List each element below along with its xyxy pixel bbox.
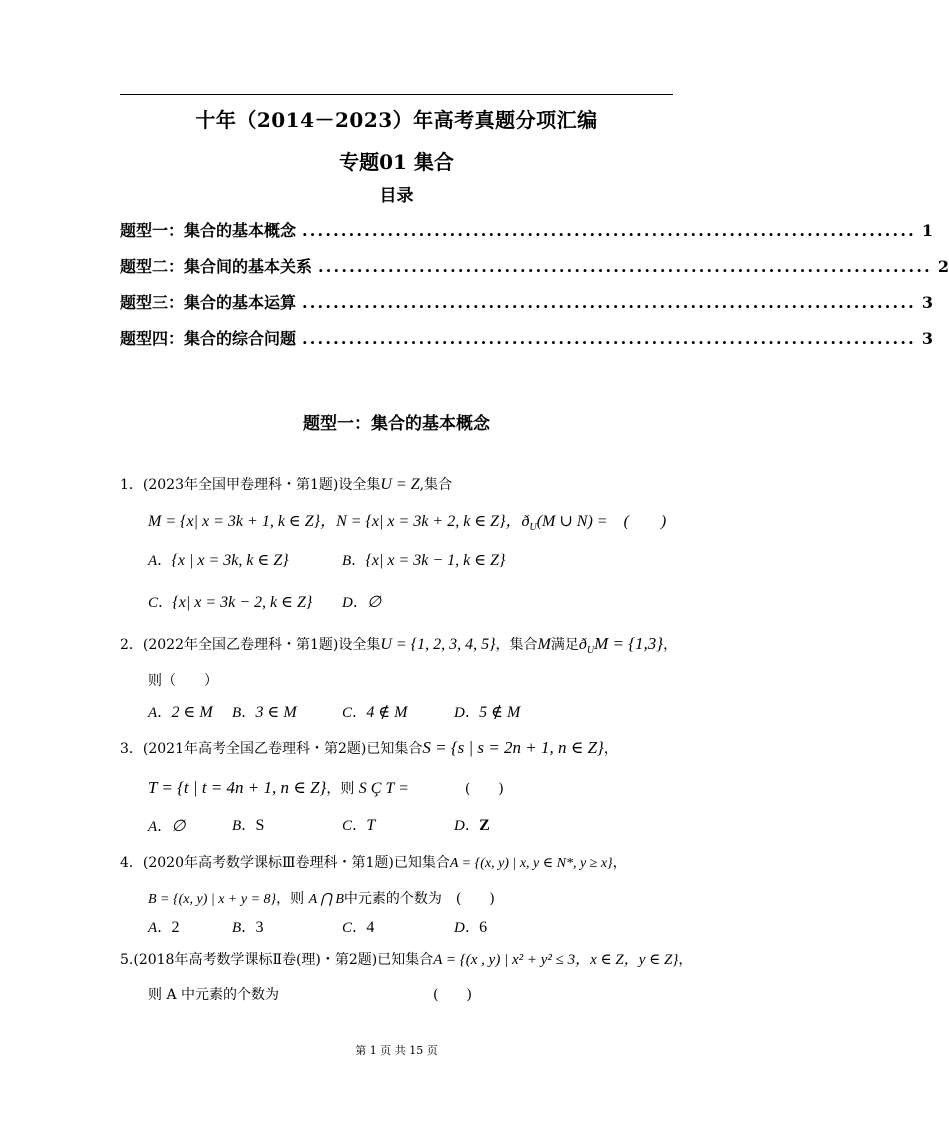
option-b[interactable]: B. 3 bbox=[232, 918, 264, 936]
option-letter: A bbox=[148, 553, 158, 569]
question-4-stem bbox=[120, 852, 627, 872]
option-a[interactable]: A. {x | x = 3k, k ∈ Z} bbox=[148, 551, 289, 569]
option-a[interactable]: A. 2 bbox=[148, 918, 180, 936]
option-text: {x | x = 3k, k ∈ Z} bbox=[171, 552, 289, 569]
toc-leader-dots: ............................................................................... bbox=[302, 329, 916, 348]
question-5-stem bbox=[120, 948, 692, 969]
math-expression: U = {1, 2, 3, 4, 5} bbox=[380, 636, 496, 653]
math-subscript: U bbox=[586, 644, 595, 656]
option-letter: D bbox=[454, 818, 465, 834]
math-expression: A = {(x , y) | x² + y² ≤ 3，x ∈ Z，y ∈ Z} bbox=[433, 952, 679, 968]
option-letter: D bbox=[454, 705, 465, 721]
option-text: 6 bbox=[479, 919, 488, 936]
option-d[interactable]: D. 6 bbox=[454, 918, 488, 936]
question-1-line2 bbox=[148, 508, 666, 533]
option-a[interactable]: A. 2 ∈ M bbox=[148, 703, 213, 721]
option-letter: B bbox=[342, 553, 352, 569]
question-2-line2: 则（ ） bbox=[148, 673, 218, 689]
option-text: 4 bbox=[366, 919, 375, 936]
question-5-line2 bbox=[148, 984, 472, 1004]
option-text: ∅ bbox=[367, 594, 382, 611]
toc-leader-dots: ............................................................................... bbox=[302, 293, 916, 312]
option-b[interactable]: B. S bbox=[232, 816, 265, 834]
question-text: ( ) bbox=[433, 987, 472, 1003]
option-a[interactable]: A. ∅ bbox=[148, 817, 186, 835]
question-text: ， bbox=[603, 741, 618, 757]
option-c[interactable]: C. 4 bbox=[342, 918, 375, 936]
option-letter: D bbox=[454, 920, 465, 936]
question-text: ，集合 bbox=[495, 637, 538, 653]
option-text: ∅ bbox=[171, 818, 186, 835]
math-expression: U = Z bbox=[380, 476, 420, 493]
option-c[interactable]: C. T bbox=[342, 816, 376, 834]
math-expression: T = {t | t = 4n + 1, n ∈ Z} bbox=[148, 778, 327, 797]
option-text: 3 ∈ M bbox=[255, 704, 297, 721]
option-b[interactable]: B. {x| x = 3k − 1, k ∈ Z} bbox=[342, 551, 506, 569]
option-letter: D bbox=[342, 595, 353, 611]
question-text: ， bbox=[678, 952, 693, 968]
question-text: 则 A 中元素的个数为 bbox=[148, 987, 280, 1003]
option-letter: C bbox=[342, 818, 353, 834]
page-footer: 第 1 页 共 15 页 bbox=[355, 1044, 438, 1057]
option-b[interactable]: B. 3 ∈ M bbox=[232, 703, 297, 721]
option-d[interactable]: D. ∅ bbox=[342, 593, 382, 611]
option-text: 3 bbox=[255, 919, 264, 936]
option-letter: A bbox=[148, 819, 158, 835]
option-text: {x| x = 3k − 2, k ∈ Z} bbox=[172, 594, 313, 611]
toc-item-page: 3 bbox=[921, 329, 934, 348]
toc-item-label: 题型一：集合的基本概念 bbox=[120, 221, 297, 240]
option-text: 2 bbox=[171, 919, 180, 936]
toc-item-label: 题型四：集合的综合问题 bbox=[120, 329, 297, 348]
toc-item[interactable] bbox=[120, 290, 934, 314]
math-expression: M bbox=[537, 636, 551, 653]
question-text: 5.(2018年高考数学课标Ⅱ卷(理)・第2题)已知集合 bbox=[120, 952, 434, 968]
option-letter: B bbox=[232, 920, 242, 936]
question-text: ， bbox=[612, 855, 627, 871]
math-subscript: U bbox=[529, 521, 537, 533]
toc-leader-dots: ............................................................................... bbox=[302, 221, 916, 240]
toc-heading: 目录 bbox=[379, 186, 414, 206]
question-text: ( ) bbox=[464, 781, 504, 797]
question-text: 4．(2020年高考数学课标Ⅲ卷理科・第1题)已知集合 bbox=[120, 855, 450, 871]
question-text: 3．(2021年高考全国乙卷理科・第2题)已知集合 bbox=[120, 741, 423, 757]
option-text: 5 ∉ M bbox=[479, 704, 521, 721]
question-text: ，则 bbox=[276, 891, 305, 907]
question-2-stem bbox=[120, 634, 677, 656]
option-letter: B bbox=[232, 818, 242, 834]
option-d[interactable]: D. Z bbox=[454, 816, 490, 834]
question-3-stem bbox=[120, 738, 618, 758]
question-text: 中元素的个数为 ( ) bbox=[343, 891, 495, 907]
question-3-line2 bbox=[148, 778, 504, 798]
math-expression: S = {s | s = 2n + 1, n ∈ Z} bbox=[422, 738, 604, 757]
option-letter: A bbox=[148, 705, 158, 721]
option-text: 2 ∈ M bbox=[171, 704, 213, 721]
toc-item[interactable] bbox=[120, 326, 934, 350]
question-text: ，则 bbox=[326, 781, 355, 797]
question-1-stem bbox=[120, 474, 452, 494]
document-subtitle: 专题01 集合 bbox=[339, 150, 454, 174]
question-text: 满足 bbox=[550, 637, 579, 653]
question-text: ， bbox=[663, 637, 678, 653]
toc-item[interactable] bbox=[120, 254, 949, 278]
option-letter: C bbox=[148, 595, 159, 611]
section-heading: 题型一：集合的基本概念 bbox=[303, 414, 490, 434]
option-c[interactable]: C. 4 ∉ M bbox=[342, 703, 408, 721]
option-c[interactable]: C. {x| x = 3k − 2, k ∈ Z} bbox=[148, 593, 313, 611]
header-rule bbox=[120, 94, 673, 95]
math-expression: ð bbox=[578, 636, 587, 653]
option-letter: C bbox=[342, 705, 353, 721]
option-letter: A bbox=[148, 920, 158, 936]
toc-item-page: 3 bbox=[921, 293, 934, 312]
question-text: 2．(2022年全国乙卷理科・第1题)设全集 bbox=[120, 637, 381, 653]
option-text: 4 ∉ M bbox=[366, 704, 408, 721]
option-letter: C bbox=[342, 920, 353, 936]
math-expression: (M ∪ N) = ( ) bbox=[536, 513, 667, 530]
option-text: Z bbox=[479, 817, 490, 834]
math-expression: M = {x| x = 3k + 1, k ∈ Z}，N = {x| x = 3k + 2, k ∈ Z}，ð bbox=[148, 513, 530, 530]
toc-item[interactable] bbox=[120, 218, 934, 242]
math-expression: S Ç T = bbox=[358, 780, 409, 797]
document-title: 十年（2014－2023）年高考真题分项汇编 bbox=[195, 108, 598, 132]
toc-item-page: 2 bbox=[937, 257, 949, 276]
math-expression: A = {(x, y) | x, y ∈ N*, y ≥ x} bbox=[449, 856, 613, 871]
option-text: T bbox=[366, 817, 376, 834]
toc-item-label: 题型二：集合间的基本关系 bbox=[120, 257, 313, 276]
math-expression: B = {(x, y) | x + y = 8} bbox=[148, 892, 277, 907]
option-d[interactable]: D. 5 ∉ M bbox=[454, 703, 521, 721]
question-4-line2 bbox=[148, 888, 495, 908]
question-text: 1．(2023年全国甲卷理科・第1题)设全集 bbox=[120, 477, 381, 493]
toc-item-page: 1 bbox=[921, 221, 934, 240]
option-text: {x| x = 3k − 1, k ∈ Z} bbox=[365, 552, 506, 569]
math-expression: M = {1,3} bbox=[594, 634, 664, 653]
math-expression: A ⋂ B bbox=[308, 892, 344, 907]
option-text: S bbox=[255, 817, 265, 834]
toc-leader-dots: ............................................................................... bbox=[318, 257, 932, 276]
question-text: ,集合 bbox=[419, 477, 453, 493]
toc-item-label: 题型三：集合的基本运算 bbox=[120, 293, 297, 312]
option-letter: B bbox=[232, 705, 242, 721]
